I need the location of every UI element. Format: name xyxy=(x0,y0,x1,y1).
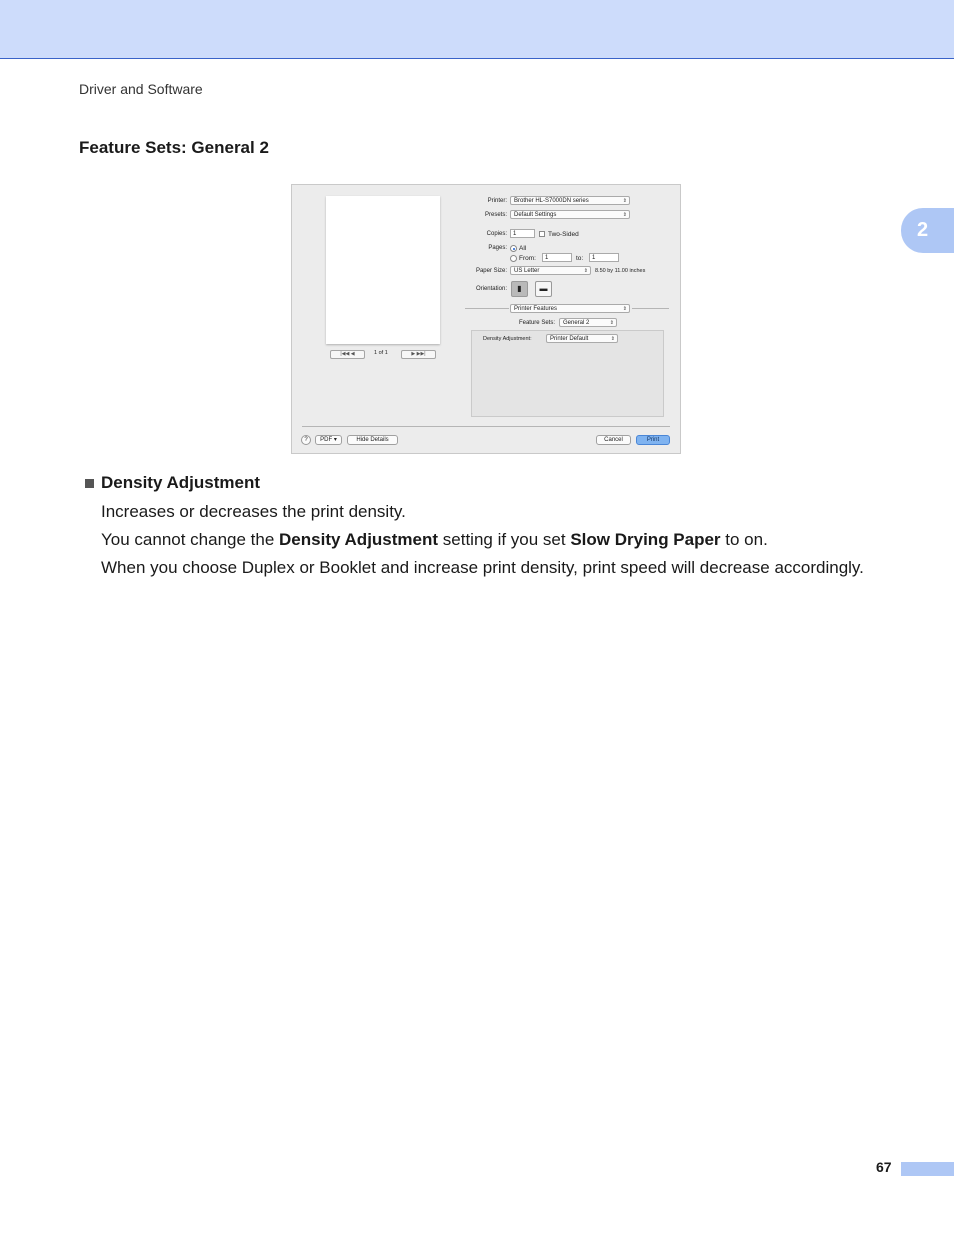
print-button[interactable]: Print xyxy=(636,435,670,445)
paper-size-label: Paper Size: xyxy=(475,268,507,274)
divider xyxy=(302,426,670,427)
presets-label: Presets: xyxy=(484,212,507,218)
running-header: Driver and Software xyxy=(79,81,203,97)
bullet-square-icon xyxy=(85,479,94,488)
print-dialog-screenshot xyxy=(291,184,681,454)
pages-all-label: All xyxy=(519,245,527,252)
printer-label: Printer: xyxy=(487,198,507,204)
page-number: 67 xyxy=(876,1159,892,1175)
paragraph-3: When you choose Duplex or Booklet and increase print density, print speed will decrease accordingly. xyxy=(101,558,864,577)
preview-page-indicator: 1 of 1 xyxy=(374,350,388,356)
para2-bold-slow-drying: Slow Drying Paper xyxy=(570,530,721,549)
chapter-tab: 2 xyxy=(901,208,954,253)
printer-select[interactable] xyxy=(510,196,630,205)
feature-group-box xyxy=(471,330,664,417)
pages-label: Pages: xyxy=(488,245,507,251)
hide-details-button[interactable]: Hide Details xyxy=(347,435,398,445)
para2-text-c: setting if you set xyxy=(438,530,571,549)
chevron-updown-icon: ⇕ xyxy=(583,268,588,274)
preview-prev-buttons[interactable]: |◀◀ ◀ xyxy=(330,350,365,359)
bullet-heading xyxy=(85,473,260,493)
header-band xyxy=(0,0,954,59)
feature-sets-select[interactable] xyxy=(559,318,617,327)
print-preview-page xyxy=(326,196,440,344)
bullet-title: Density Adjustment xyxy=(101,473,261,492)
section-title: Feature Sets: General 2 xyxy=(79,138,269,157)
panel-select[interactable] xyxy=(510,304,630,313)
paragraph-1: Increases or decreases the print density. xyxy=(101,502,406,521)
chevron-updown-icon: ⇕ xyxy=(622,198,627,204)
para2-text-a: You cannot change the xyxy=(101,530,280,549)
feature-sets-label: Feature Sets: xyxy=(518,320,555,326)
presets-select[interactable] xyxy=(510,210,630,219)
paper-dimensions: 8.50 by 11.00 inches xyxy=(595,268,646,274)
presets-value: Default Settings xyxy=(514,212,557,218)
divider xyxy=(632,308,669,309)
orientation-label: Orientation: xyxy=(475,286,507,292)
pages-from-radio[interactable] xyxy=(510,255,517,262)
chevron-updown-icon: ⇕ xyxy=(609,320,614,326)
density-select[interactable] xyxy=(546,334,618,343)
pages-to-field[interactable]: 1 xyxy=(589,253,619,262)
density-value: Printer Default xyxy=(550,336,589,342)
pdf-button[interactable]: PDF ▾ xyxy=(315,435,342,445)
cancel-button[interactable]: Cancel xyxy=(596,435,631,445)
paragraph-2 xyxy=(101,530,768,550)
para2-text-e: to on. xyxy=(720,530,768,549)
paper-size-select[interactable] xyxy=(510,266,591,275)
chevron-updown-icon: ⇕ xyxy=(622,306,627,312)
para2-bold-density: Density Adjustment xyxy=(279,530,439,549)
pages-from-label: From: xyxy=(519,255,536,262)
pages-from-field[interactable]: 1 xyxy=(542,253,572,262)
chevron-updown-icon: ⇕ xyxy=(610,336,615,342)
copies-field[interactable]: 1 xyxy=(510,229,535,238)
preview-next-buttons[interactable]: ▶ ▶▶| xyxy=(401,350,436,359)
help-button[interactable]: ? xyxy=(301,435,311,445)
page-number-bar xyxy=(901,1162,954,1176)
paper-size-value: US Letter xyxy=(514,268,540,274)
panel-value: Printer Features xyxy=(514,306,558,312)
printer-value: Brother HL-S7000DN series xyxy=(514,198,589,204)
landscape-orientation-icon[interactable]: ▬ xyxy=(535,281,552,297)
two-sided-checkbox[interactable] xyxy=(539,231,545,237)
divider xyxy=(465,308,509,309)
density-label: Density Adjustment: xyxy=(483,336,532,342)
pages-all-radio[interactable] xyxy=(510,245,517,252)
chevron-updown-icon: ⇕ xyxy=(622,212,627,218)
portrait-orientation-icon[interactable]: ▮ xyxy=(511,281,528,297)
pages-to-label: to: xyxy=(576,255,584,262)
feature-sets-value: General 2 xyxy=(563,320,590,326)
two-sided-label: Two-Sided xyxy=(548,231,579,238)
copies-label: Copies: xyxy=(486,231,507,237)
